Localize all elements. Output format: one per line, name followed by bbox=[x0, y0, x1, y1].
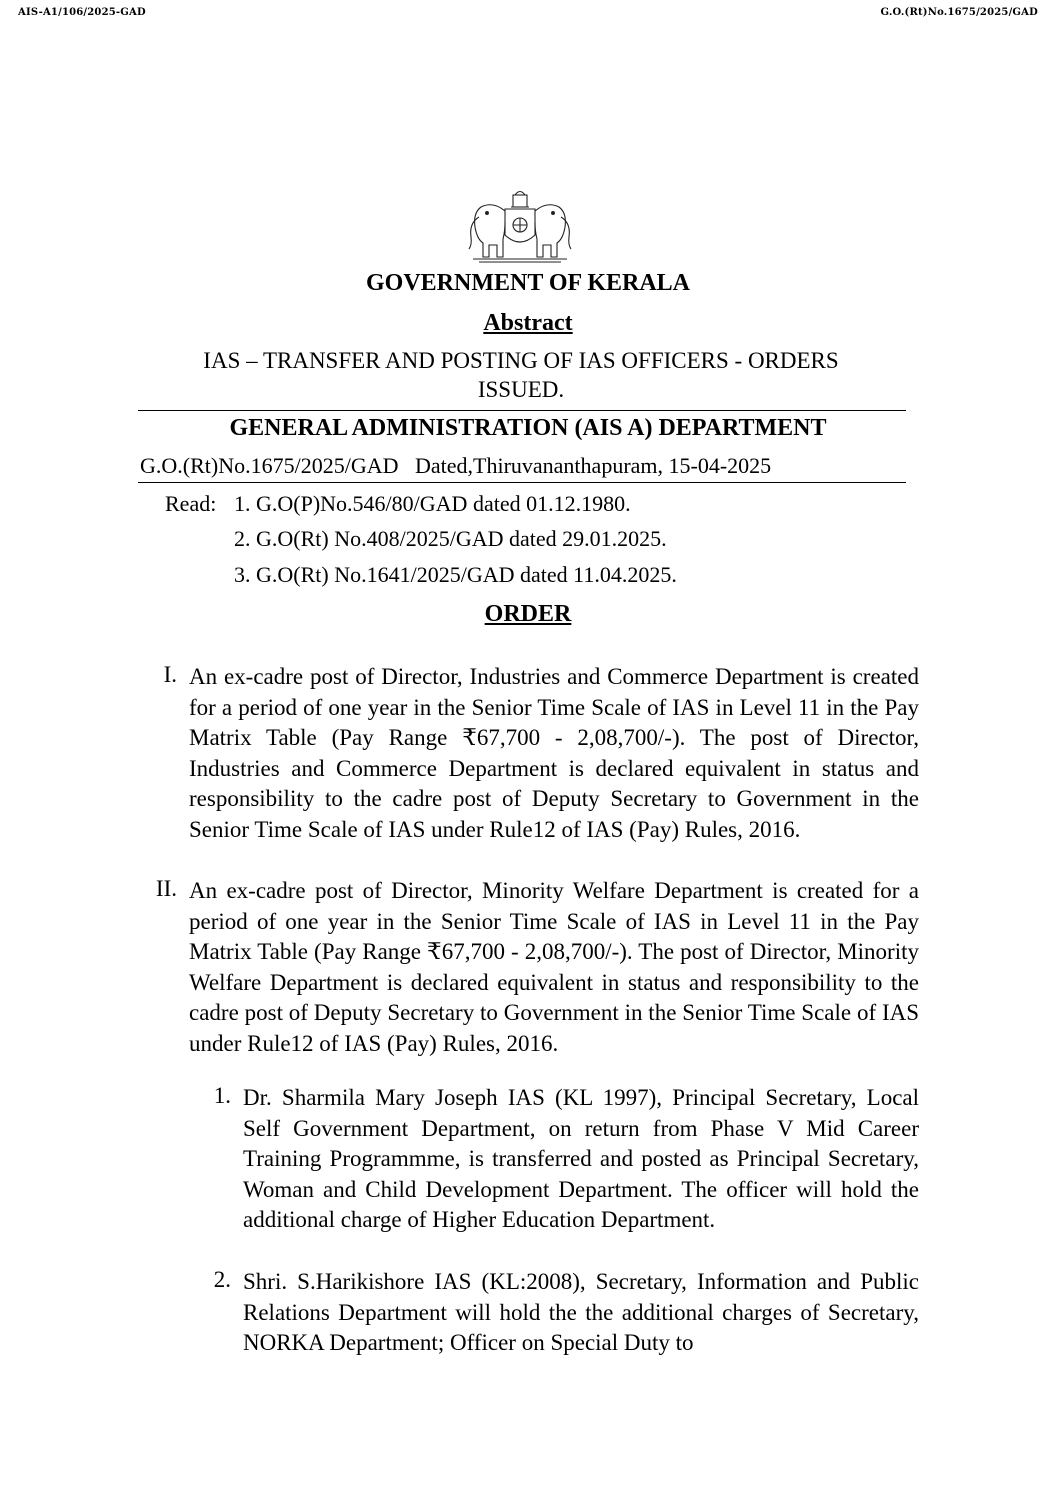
abstract-heading: Abstract bbox=[483, 310, 573, 336]
header-file-number: AIS-A1/106/2025-GAD bbox=[18, 7, 146, 18]
read-label: Read: bbox=[165, 491, 217, 516]
order-paragraph: An ex-cadre post of Director, Industries and Commerce Department is created for a period of one year in the Senior Time Scale of IAS in Level 11 in the Pay Matrix Table (Pay Range ₹67,700 - 2,08,700/-). The post of Director, Industries and Commerce Department is declared equivalent in status and responsibility to the cadre post of Deputy Secretary to Government in the Senior Time Scale of IAS under Rule12 of IAS (Pay) Rules, 2016. bbox=[189, 664, 919, 842]
go-number: G.O.(Rt)No.1675/2025/GAD bbox=[140, 453, 399, 478]
posting-item: Shri. S.Harikishore IAS (KL:2008), Secretary, Information and Public Relations Department will hold the the additional charges of Secretary, NORKA Department; Officer on Special Duty to bbox=[243, 1269, 919, 1355]
reference-item: 3. G.O(Rt) No.1641/2025/GAD dated 11.04.2025. bbox=[234, 562, 677, 587]
paragraph-marker: II. bbox=[155, 876, 177, 901]
item-marker: 2. bbox=[213, 1267, 231, 1292]
order-heading: ORDER bbox=[484, 601, 572, 627]
item-marker: 1. bbox=[213, 1083, 231, 1108]
reference-item: 1. G.O(P)No.546/80/GAD dated 01.12.1980. bbox=[234, 491, 631, 516]
paragraph-marker: I. bbox=[163, 662, 177, 687]
go-number-line bbox=[140, 453, 771, 479]
dated-place: Dated,Thiruvananthapuram, 15-04-2025 bbox=[415, 453, 772, 478]
header-go-number: G.O.(Rt)No.1675/2025/GAD bbox=[880, 7, 1038, 18]
reference-item: 2. G.O(Rt) No.408/2025/GAD dated 29.01.2025. bbox=[234, 526, 667, 551]
divider-bottom bbox=[138, 482, 906, 483]
order-paragraph: An ex-cadre post of Director, Minority Welfare Department is created for a period of one year in the Senior Time Scale of IAS in Level 11 in the Pay Matrix Table (Pay Range ₹67,700 - 2,08,700/-). The post of Director, Minority Welfare Department is declared equivalent in status and responsibility to the cadre post of Deputy Secretary to Government in the Senior Time Scale of IAS under Rule12 of IAS (Pay) Rules, 2016. bbox=[189, 878, 919, 1056]
divider-top bbox=[138, 410, 906, 411]
posting-item: Dr. Sharmila Mary Joseph IAS (KL 1997), Principal Secretary, Local Self Government Department, on return from Phase V Mid Career Training Programmme, is transferred and posted as Principal Secretary, Woman and Child Development Department. The officer will hold the additional charge of Higher Education Department. bbox=[243, 1085, 919, 1232]
kerala-emblem-icon bbox=[465, 187, 575, 265]
order-subject: IAS – TRANSFER AND POSTING OF IAS OFFICERS - ORDERS ISSUED. bbox=[203, 348, 839, 402]
department-heading: GENERAL ADMINISTRATION (AIS A) DEPARTMENT bbox=[229, 415, 827, 441]
government-title: GOVERNMENT OF KERALA bbox=[365, 270, 691, 296]
